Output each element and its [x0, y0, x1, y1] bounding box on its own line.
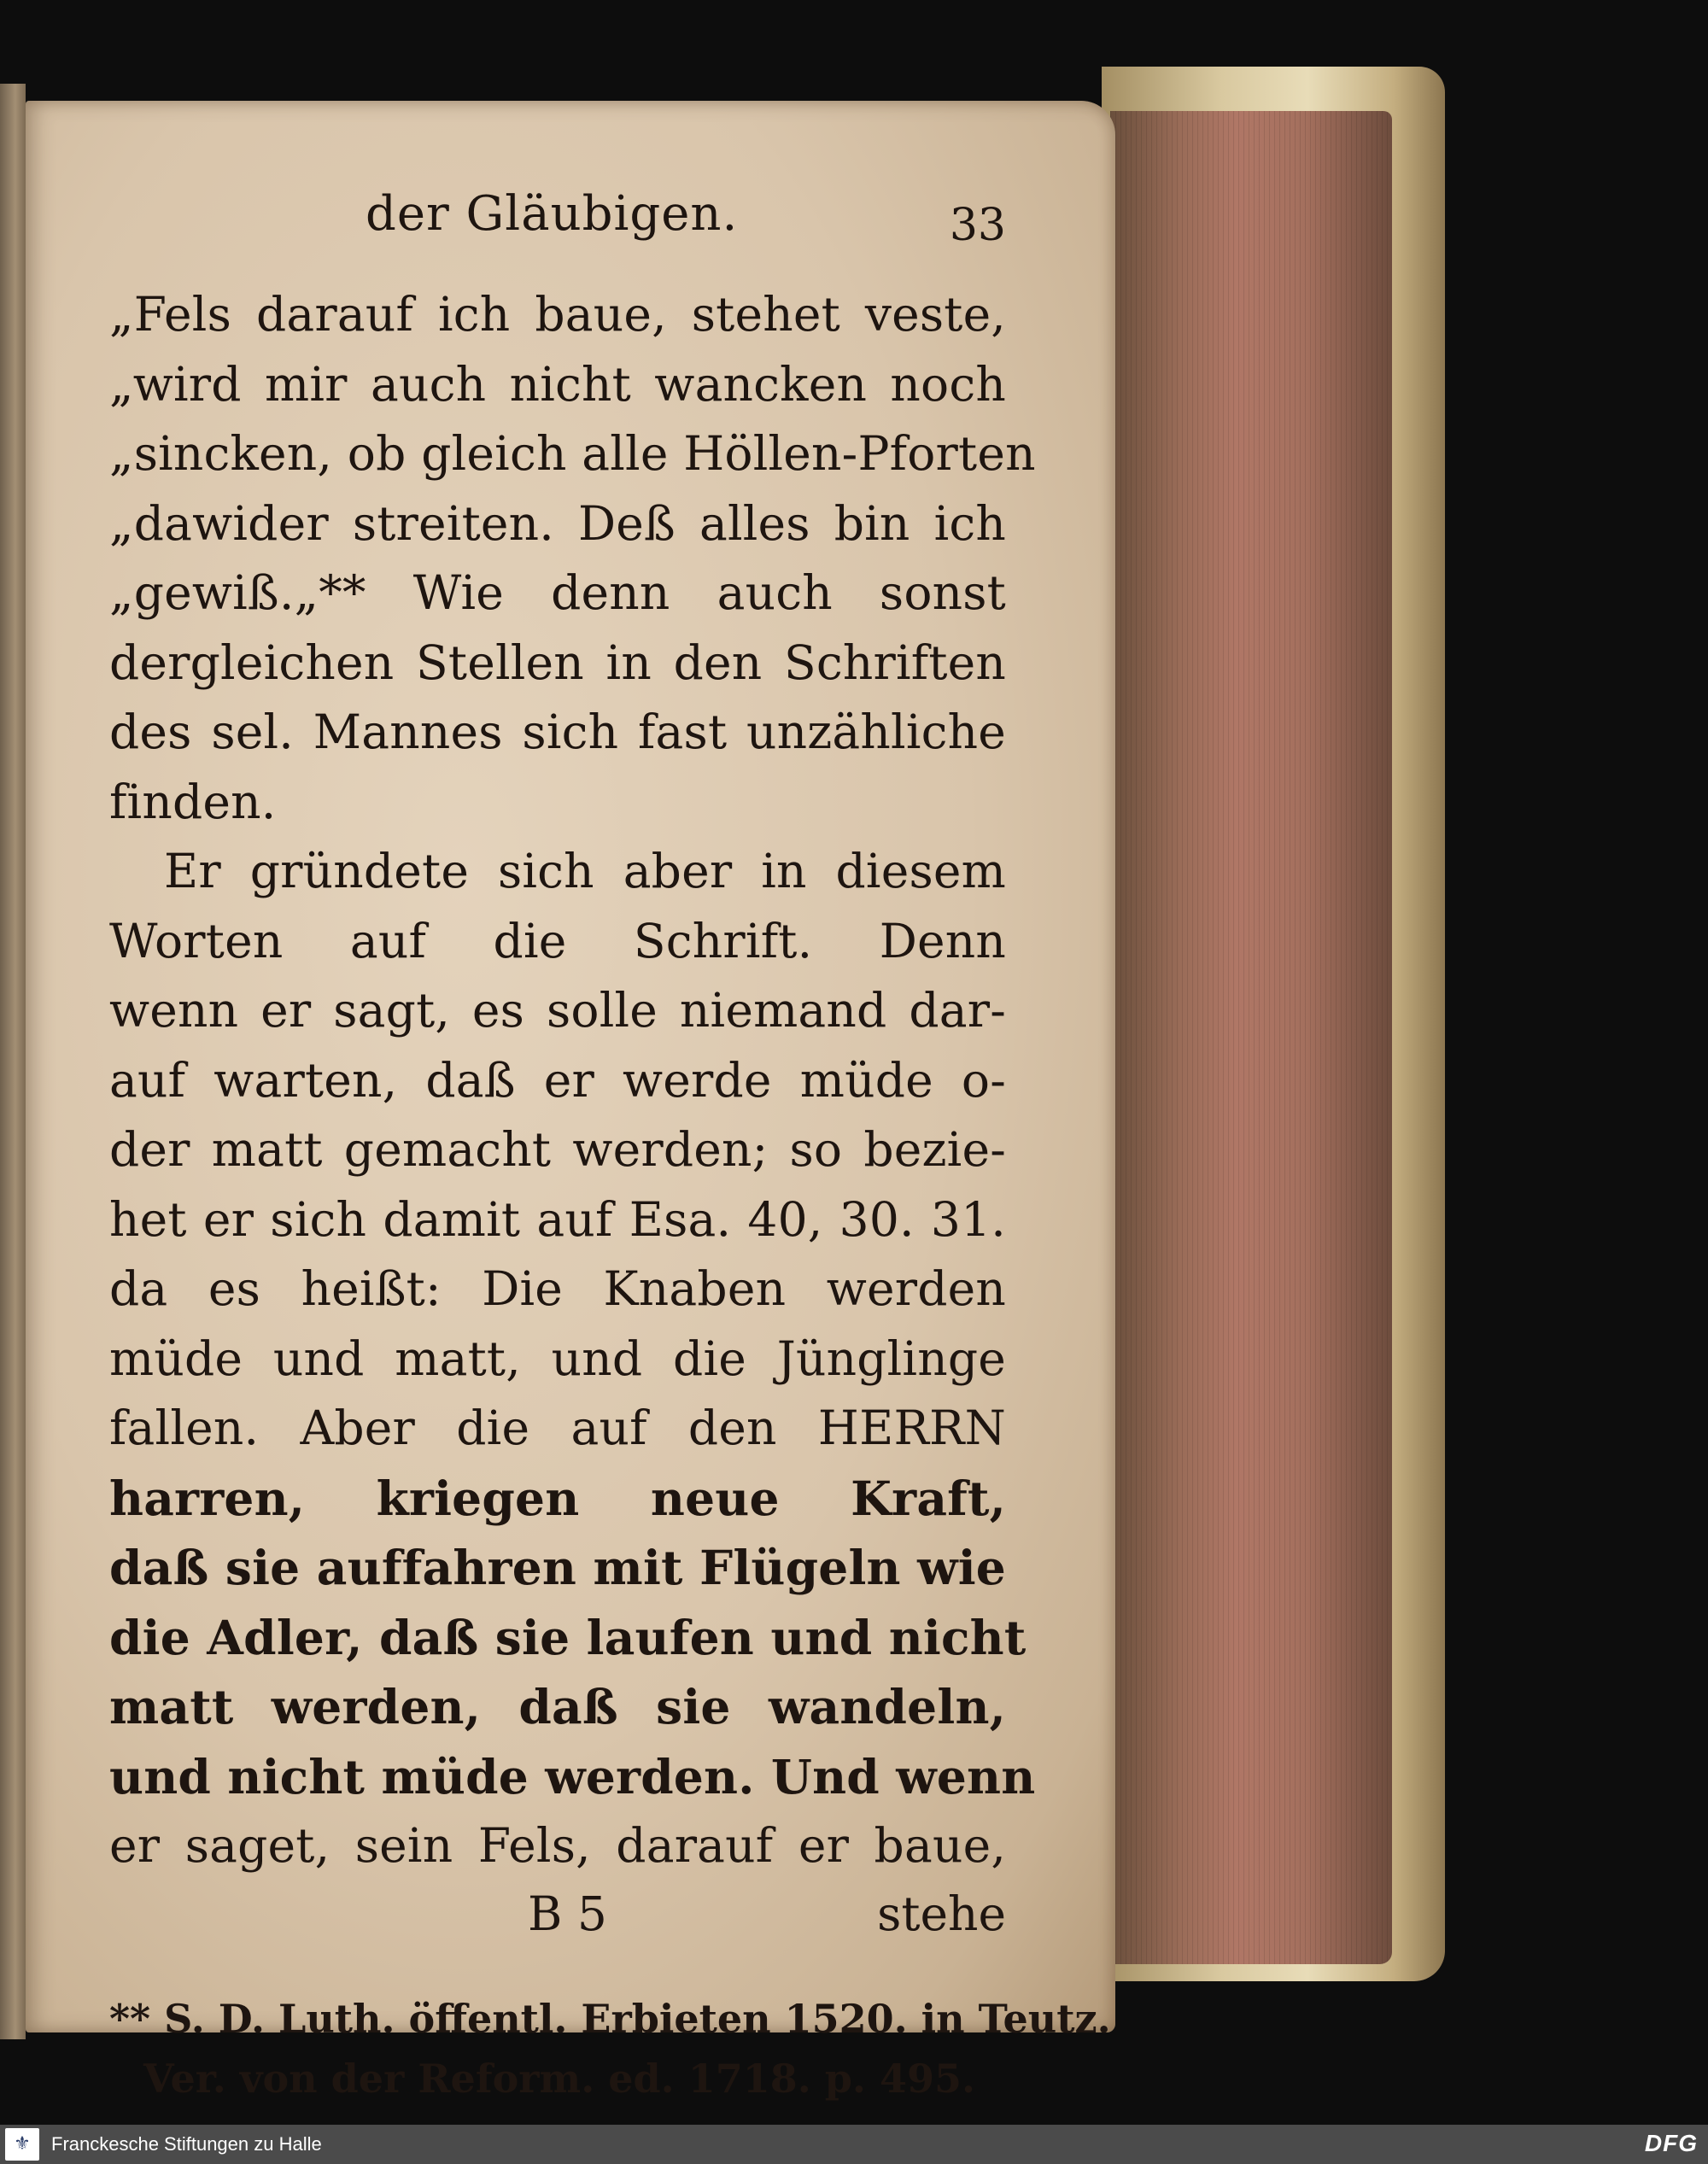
text-line: „Fels darauf ich baue, stehet veste, — [109, 287, 1006, 342]
text-line: er saget, sein Fels, darauf er baue, — [109, 1818, 1006, 1873]
text-line: Worten auf die Schrift. Denn — [109, 913, 1006, 968]
text-line: finden. — [109, 774, 277, 829]
text-line: „gewiß.„** Wie denn auch sonst — [109, 565, 1006, 620]
text-block — [109, 186, 1111, 2108]
text-line: Er gründete sich aber in diesem — [164, 844, 1006, 898]
body-text — [109, 280, 1036, 1881]
signature-line — [109, 1886, 1006, 1955]
text-line: het er sich damit auf Esa. 40, 30. 31. — [109, 1191, 1006, 1247]
footnote-line: Ver. von der Reform. ed. 1718. p. 495. — [143, 2055, 975, 2102]
text-line: wenn er sagt, es solle niemand dar- — [109, 983, 1006, 1038]
text-line: und nicht müde werden. Und wenn — [109, 1748, 1036, 1804]
institution-logo-icon — [5, 2128, 39, 2161]
dfg-logo: DFG — [1644, 2130, 1698, 2156]
text-line: „sincken, ob gleich alle Höllen-Pforten — [109, 426, 1036, 481]
text-line: dergleichen Stellen in den Schriften — [109, 635, 1006, 690]
text-line: fallen. Aber die auf den HERRN — [109, 1401, 1006, 1455]
footer-bar — [0, 2125, 1708, 2164]
running-head-title: der Gläubigen. — [366, 186, 739, 242]
page-fore-edge — [1110, 111, 1392, 1964]
text-line: „dawider streiten. Deß alles bin ich — [109, 495, 1006, 551]
running-head — [109, 186, 1006, 268]
book-page — [26, 101, 1115, 2102]
text-line: „wird mir auch nicht wancken noch — [109, 356, 1006, 412]
text-line: der matt gemacht werden; so bezie- — [109, 1122, 1006, 1177]
left-page-edge — [0, 84, 26, 2039]
institution-name: Franckesche Stiftungen zu Halle — [51, 2133, 322, 2155]
footnote — [109, 1989, 1111, 2108]
text-line: matt werden, daß sie wandeln, — [109, 1679, 1006, 1734]
text-line: harren, kriegen neue Kraft, — [109, 1470, 1006, 1526]
text-line: die Adler, daß sie laufen und nicht — [109, 1609, 1027, 1665]
catchword: stehe — [877, 1886, 1006, 1941]
signature-mark: B 5 — [528, 1886, 607, 1941]
crest-icon: ⚜ — [14, 2133, 31, 2155]
text-line: müde und matt, und die Jünglinge — [109, 1331, 1006, 1386]
text-line: daß sie auffahren mit Flügeln wie — [109, 1540, 1006, 1595]
text-line: da es heißt: Die Knaben werden — [109, 1261, 1006, 1316]
footnote-line: ** S. D. Luth. öffentl. Erbieten 1520. in Teutz. — [109, 1995, 1111, 2042]
page-number: 33 — [949, 200, 1006, 251]
text-line: des sel. Mannes sich fast unzähliche — [109, 705, 1006, 759]
text-line: auf warten, daß er werde müde o- — [109, 1052, 1006, 1108]
